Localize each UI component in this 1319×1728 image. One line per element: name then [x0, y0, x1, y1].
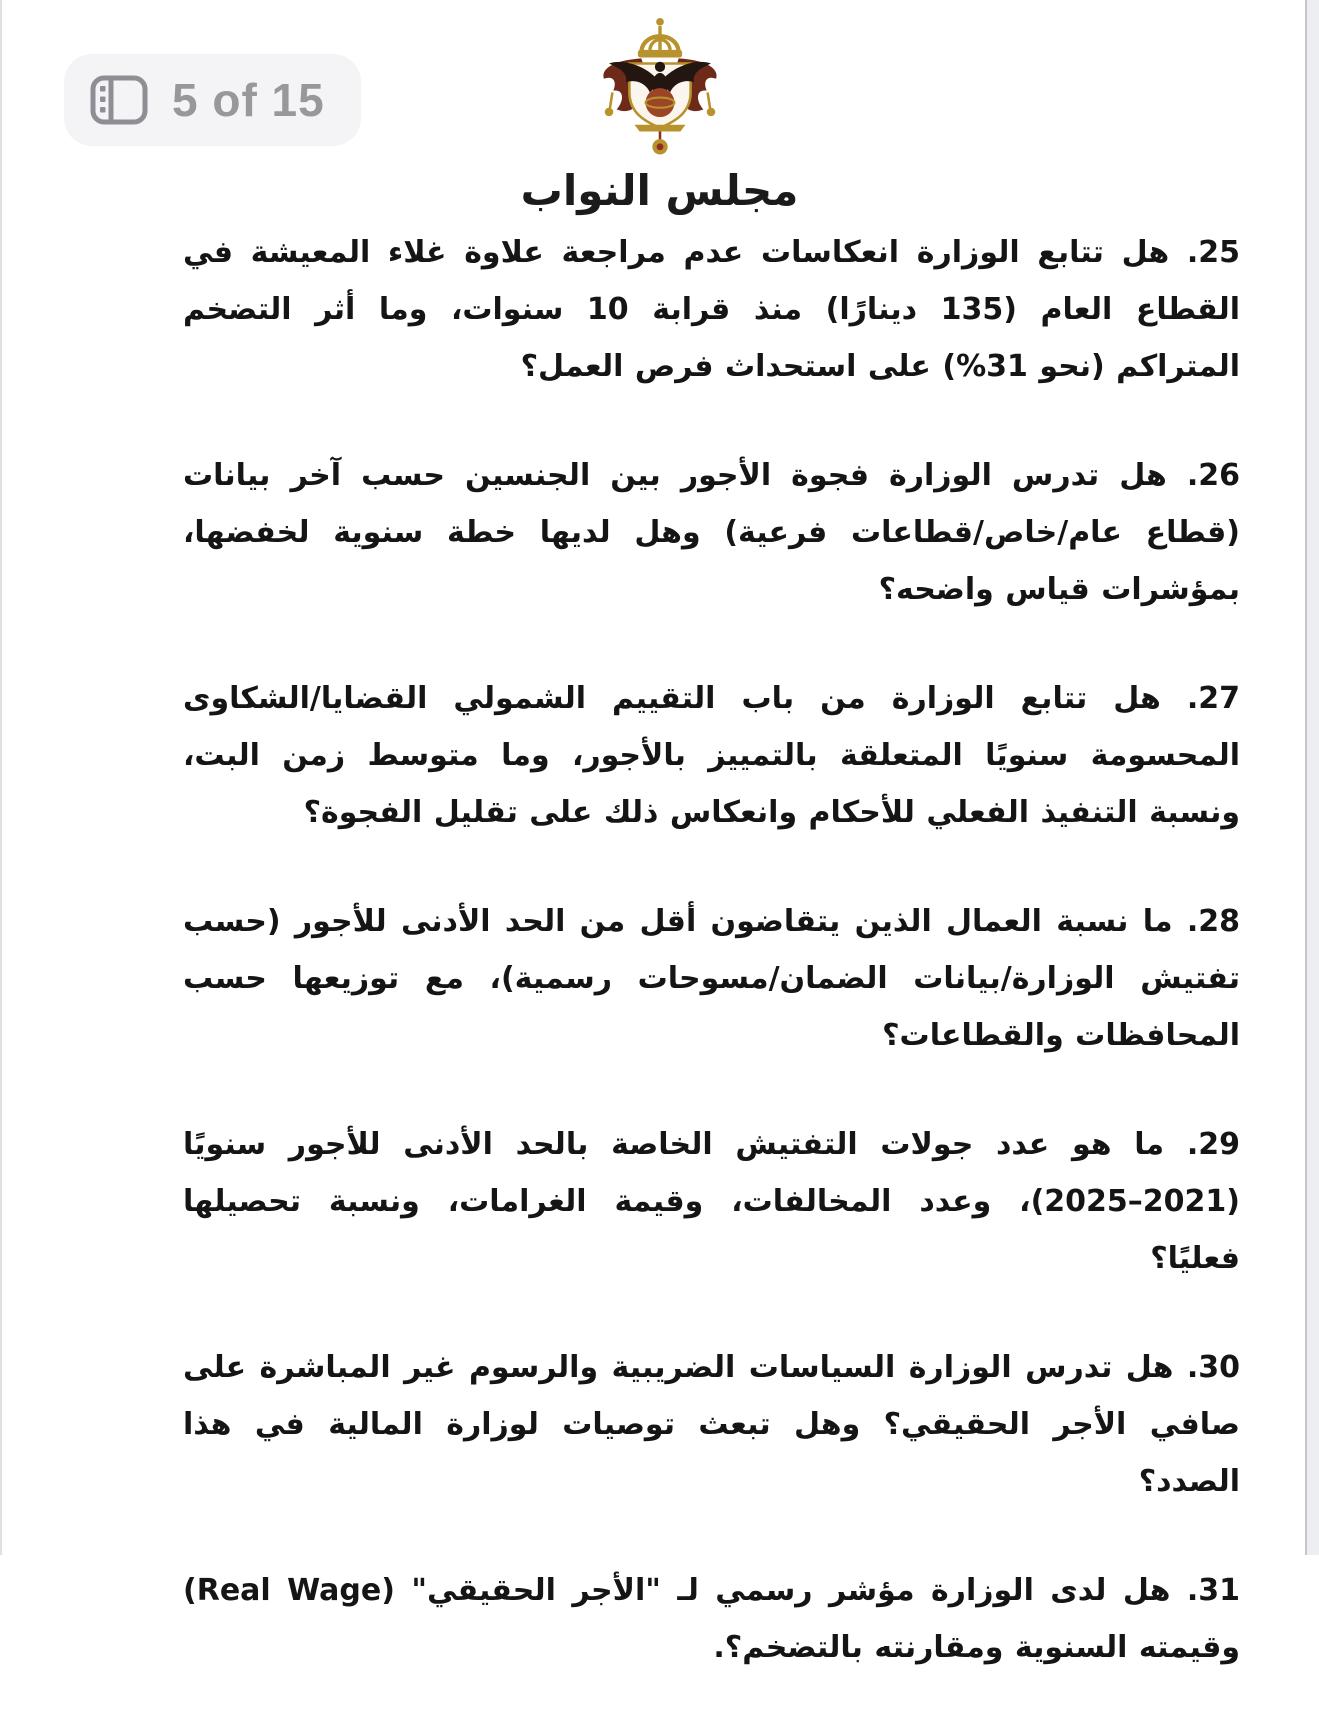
page-indicator-pill[interactable]: [64, 54, 361, 146]
question-paragraph-29: 29. ما هو عدد جولات التفتيش الخاصة بالحد الأدنى للأجور سنويًا (2021–2025)، وعدد المخالفات، وقيمة الغرامات، ونسبة تحصيلها فعليًا؟: [183, 1127, 1240, 1276]
sidebar-thumbnails-icon[interactable]: [90, 75, 148, 125]
questions-list: [183, 224, 1240, 1728]
question-paragraph-31: 31. هل لدى الوزارة مؤشر رسمي لـ "الأجر الحقيقي" (Real Wage) وقيمته السنوية ومقارنته بالتضخم؟.: [183, 1573, 1240, 1665]
jordan-coat-of-arms-icon: [575, 14, 745, 164]
page-left-edge: [0, 0, 2, 1555]
question-paragraph-27: 27. هل تتابع الوزارة من باب التقييم الشمولي القضايا/الشكاوى المحسومة سنويًا المتعلقة بالتمييز بالأجور، وما متوسط زمن البت، ونسبة التنفيذ الفعلي للأحكام وانعكاس ذلك على تقليل الفجوة؟: [183, 681, 1240, 830]
question-paragraph-28: 28. ما نسبة العمال الذين يتقاضون أقل من الحد الأدنى للأجور (حسب تفتيش الوزارة/بيانات الضمان/مسوحات رسمية)، مع توزيعها حسب المحافظات والقطاعات؟: [183, 904, 1240, 1053]
question-paragraph-26: 26. هل تدرس الوزارة فجوة الأجور بين الجنسين حسب آخر بيانات (قطاع عام/خاص/قطاعات فرعية) وهل لديها خطة سنوية لخفضها، بمؤشرات قياس واضحه؟: [183, 458, 1240, 607]
page-indicator-label: 5 of 15: [172, 74, 325, 126]
council-title-calligraphy: مجلس النواب: [520, 166, 799, 215]
question-paragraph-25: 25. هل تتابع الوزارة انعكاسات عدم مراجعة علاوة غلاء المعيشة في القطاع العام (135 دينارًا) منذ قرابة 10 سنوات، وما أثر التضخم المتراكم (نحو 31%) على استحداث فرص العمل؟: [183, 235, 1240, 384]
question-paragraph-30: 30. هل تدرس الوزارة السياسات الضريبية والرسوم غير المباشرة على صافي الأجر الحقيقي؟ وهل تبعث توصيات لوزارة المالية في هذا الصدد؟: [183, 1350, 1240, 1499]
page-right-edge: [1305, 0, 1319, 1555]
